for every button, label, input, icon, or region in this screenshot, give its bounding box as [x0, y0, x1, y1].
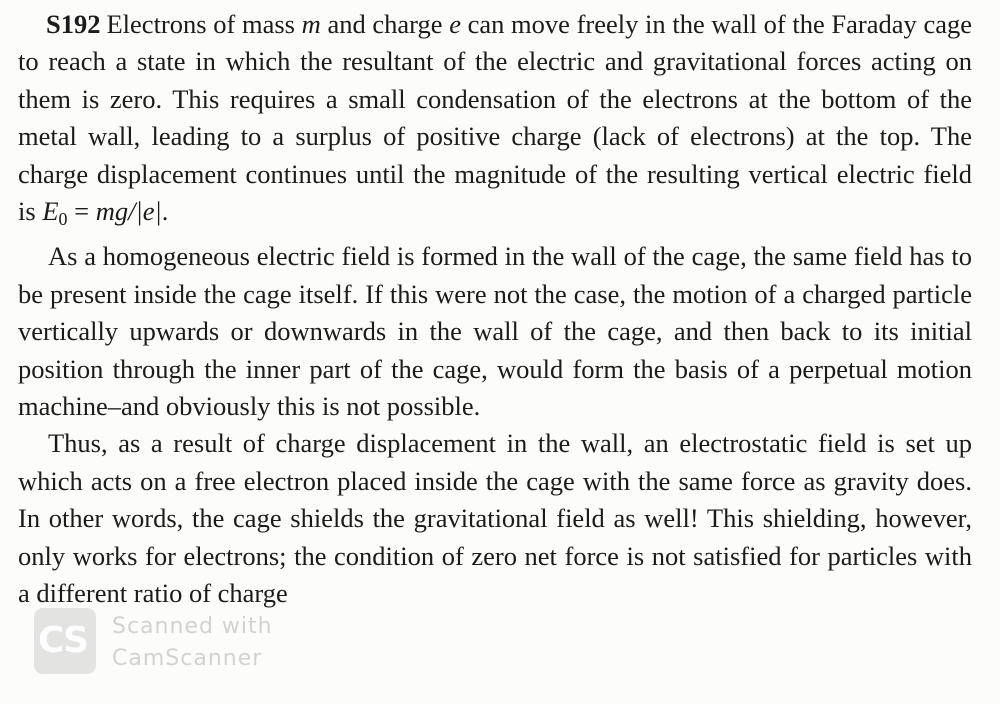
p1-text-1: Electrons of mass [106, 9, 302, 39]
watermark-line-2: CamScanner [112, 646, 263, 671]
field-expression: mg/|e| [95, 196, 162, 227]
camscanner-watermark [34, 606, 294, 682]
p1-text-4: = [67, 196, 96, 227]
paragraph-1 [18, 6, 972, 238]
field-letter: E [42, 196, 59, 227]
p1-text-5: . [161, 196, 169, 227]
field-subscript: 0 [58, 209, 68, 230]
camscanner-logo-text: CS [38, 620, 88, 661]
p1-text-2: and charge [320, 9, 450, 39]
paragraph-3: Thus, as a result of charge displacement in the wall, an electrostatic field is set up which acts on a free electron placed inside the cage with the same force as gravity does. In other words, the cage shields the gravitational field as well! This shielding, however, only works for electrons; the condition of zero net force is not satisfied for particles with a different ratio of charge [18, 428, 972, 609]
camscanner-logo-icon [34, 608, 96, 674]
watermark-line-1: Scanned with [112, 614, 273, 639]
mass-symbol: m [301, 9, 321, 39]
field-symbol [42, 196, 68, 230]
problem-label: S192 [46, 9, 101, 39]
solution-text [18, 6, 972, 613]
charge-symbol: e [449, 9, 461, 39]
p1-text-3: can move freely in the wall of the Faraday cage to reach a state in which the resultant of the electric and gravitational forces acting on them is zero. This requires a small condensation of the electrons at the bottom of the metal wall, leading to a surplus of positive charge (lack of electrons) at the top. The charge displacement continues until the magnitude of the resulting vertical electric field is [18, 9, 972, 227]
paragraph-2: As a homogeneous electric field is formed in the wall of the cage, the same field has to be present inside the cage itself. If this were not the case, the motion of a charged particle vertically upwards or downwards in the wall of the cage, and then back to its initial position through the inner part of the cage, would form the basis of a perpetual motion machine–and obviously this is not possible. [18, 241, 972, 422]
